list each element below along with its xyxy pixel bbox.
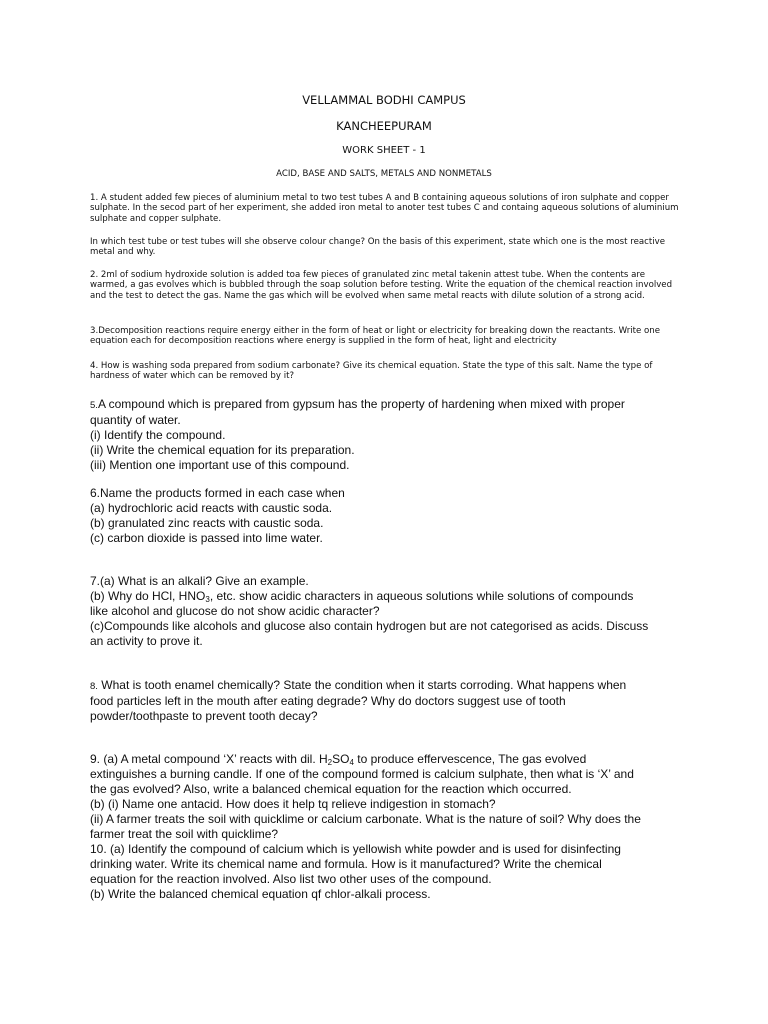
question-9-and-10 xyxy=(90,752,690,902)
question-8 xyxy=(90,678,690,724)
question-10-line: equation for the reaction involved. Also list two other uses of the compound. xyxy=(90,872,492,886)
question-text: to produce effervescence, The gas evolved xyxy=(353,752,587,766)
question-line: extinguishes a burning candle. If one of the compound formed is calcium sulphate, then what is ‘X’ and xyxy=(90,767,634,781)
worksheet-topic: ACID, BASE AND SALTS, METALS AND NONMETALS xyxy=(276,169,492,179)
question-line: farmer treat the soil with quicklime? xyxy=(90,827,279,841)
question-3: 3.Decomposition reactions require energy either in the form of heat or light or electricity for breaking down the reactants. Write one equation each for decomposition reactions where energy is supplied in the form of heat, light and electricity xyxy=(90,326,660,347)
question-line xyxy=(90,589,690,604)
city-name: KANCHEEPURAM xyxy=(336,119,432,133)
question-line: (ii) Write the chemical equation for its preparation. xyxy=(90,443,355,457)
question-text: , etc. show acidic characters in aqueous solutions while solutions of compounds xyxy=(209,589,634,603)
question-6 xyxy=(90,486,690,546)
question-line: food particles left in the mouth after eating degrade? Why do doctors suggest use of tooth xyxy=(90,694,566,708)
question-10-line: 10. (a) Identify the compound of calcium which is yellowish white powder and is used for disinfecting xyxy=(90,842,621,856)
question-line: 7.(a) What is an alkali? Give an example. xyxy=(90,574,309,588)
question-5 xyxy=(90,397,690,473)
question-line: (c) carbon dioxide is passed into lime water. xyxy=(90,531,323,545)
question-line xyxy=(90,752,690,767)
question-1-followup: In which test tube or test tubes will she observe colour change? On the basis of this experiment, state which one is the most reactive metal and why. xyxy=(90,237,665,258)
worksheet-title: WORK SHEET - 1 xyxy=(342,145,426,156)
question-text: What is tooth enamel chemically? State the condition when it starts corroding. What happens when xyxy=(97,678,627,692)
question-4: 4. How is washing soda prepared from sodium carbonate? Give its chemical equation. State the type of this salt. Name the type of hardness of water which can be removed by it? xyxy=(90,361,653,382)
question-line: (a) hydrochloric acid reacts with caustic soda. xyxy=(90,501,333,515)
question-number: 5. xyxy=(90,400,98,411)
question-line: (b) granulated zinc reacts with caustic soda. xyxy=(90,516,324,530)
question-line: (iii) Mention one important use of this compound. xyxy=(90,458,350,472)
question-text: SO xyxy=(332,752,350,766)
question-line xyxy=(90,397,690,413)
school-name: VELLAMMAL BODHI CAMPUS xyxy=(302,93,466,107)
question-7 xyxy=(90,574,690,649)
question-10-line: drinking water. Write its chemical name and formula. How is it manufactured? Write the chemical xyxy=(90,857,602,871)
question-number: 8. xyxy=(90,681,98,692)
subscript: 4 xyxy=(349,758,354,767)
question-line: (ii) A farmer treats the soil with quicklime or calcium carbonate. What is the nature of soil? Why does the xyxy=(90,812,641,826)
question-text: A compound which is prepared from gypsum has the property of hardening when mixed with proper xyxy=(97,397,625,411)
question-text: (b) Why do HCl, HNO xyxy=(90,589,206,603)
subscript: 3 xyxy=(205,595,210,604)
question-line: powder/toothpaste to prevent tooth decay? xyxy=(90,709,318,723)
question-10-line: (b) Write the balanced chemical equation qf chlor-alkali process. xyxy=(90,887,431,901)
question-line: like alcohol and glucose do not show acidic character? xyxy=(90,604,380,618)
question-line xyxy=(90,678,690,694)
question-line: quantity of water. xyxy=(90,413,181,427)
question-line: 6.Name the products formed in each case when xyxy=(90,486,345,500)
question-line: an activity to prove it. xyxy=(90,634,203,648)
question-line: (c)Compounds like alcohols and glucose also contain hydrogen but are not categorised as acids. Discuss xyxy=(90,619,649,633)
question-line: the gas evolved? Also, write a balanced chemical equation for the reaction which occurred. xyxy=(90,782,572,796)
question-2: 2. 2ml of sodium hydroxide solution is added toa few pieces of granulated zinc metal takenin attest tube. When the contents are warmed, a gas evolves which is bubbled through the soap solution before testing. Write the equation of the chemical reaction involved and the test to detect the gas. Name the gas which will be evolved when same metal reacts with dilute solution of a strong acid. xyxy=(90,270,673,301)
question-line: (b) (i) Name one antacid. How does it help tq relieve indigestion in stomach? xyxy=(90,797,496,811)
subscript: 2 xyxy=(327,758,333,767)
question-1: 1. A student added few pieces of aluminium metal to two test tubes A and B containing aqueous solutions of iron sulphate and copper sulphate. In the secod part of her experiment, she added iron metal to anoter test tubes C and containg aqueous solutions of aluminium sulphate and copper sulphate. xyxy=(90,193,679,224)
question-text: 9. (a) A metal compound ‘X’ reacts with dil. H xyxy=(90,752,328,766)
question-line: (i) Identify the compound. xyxy=(90,428,226,442)
